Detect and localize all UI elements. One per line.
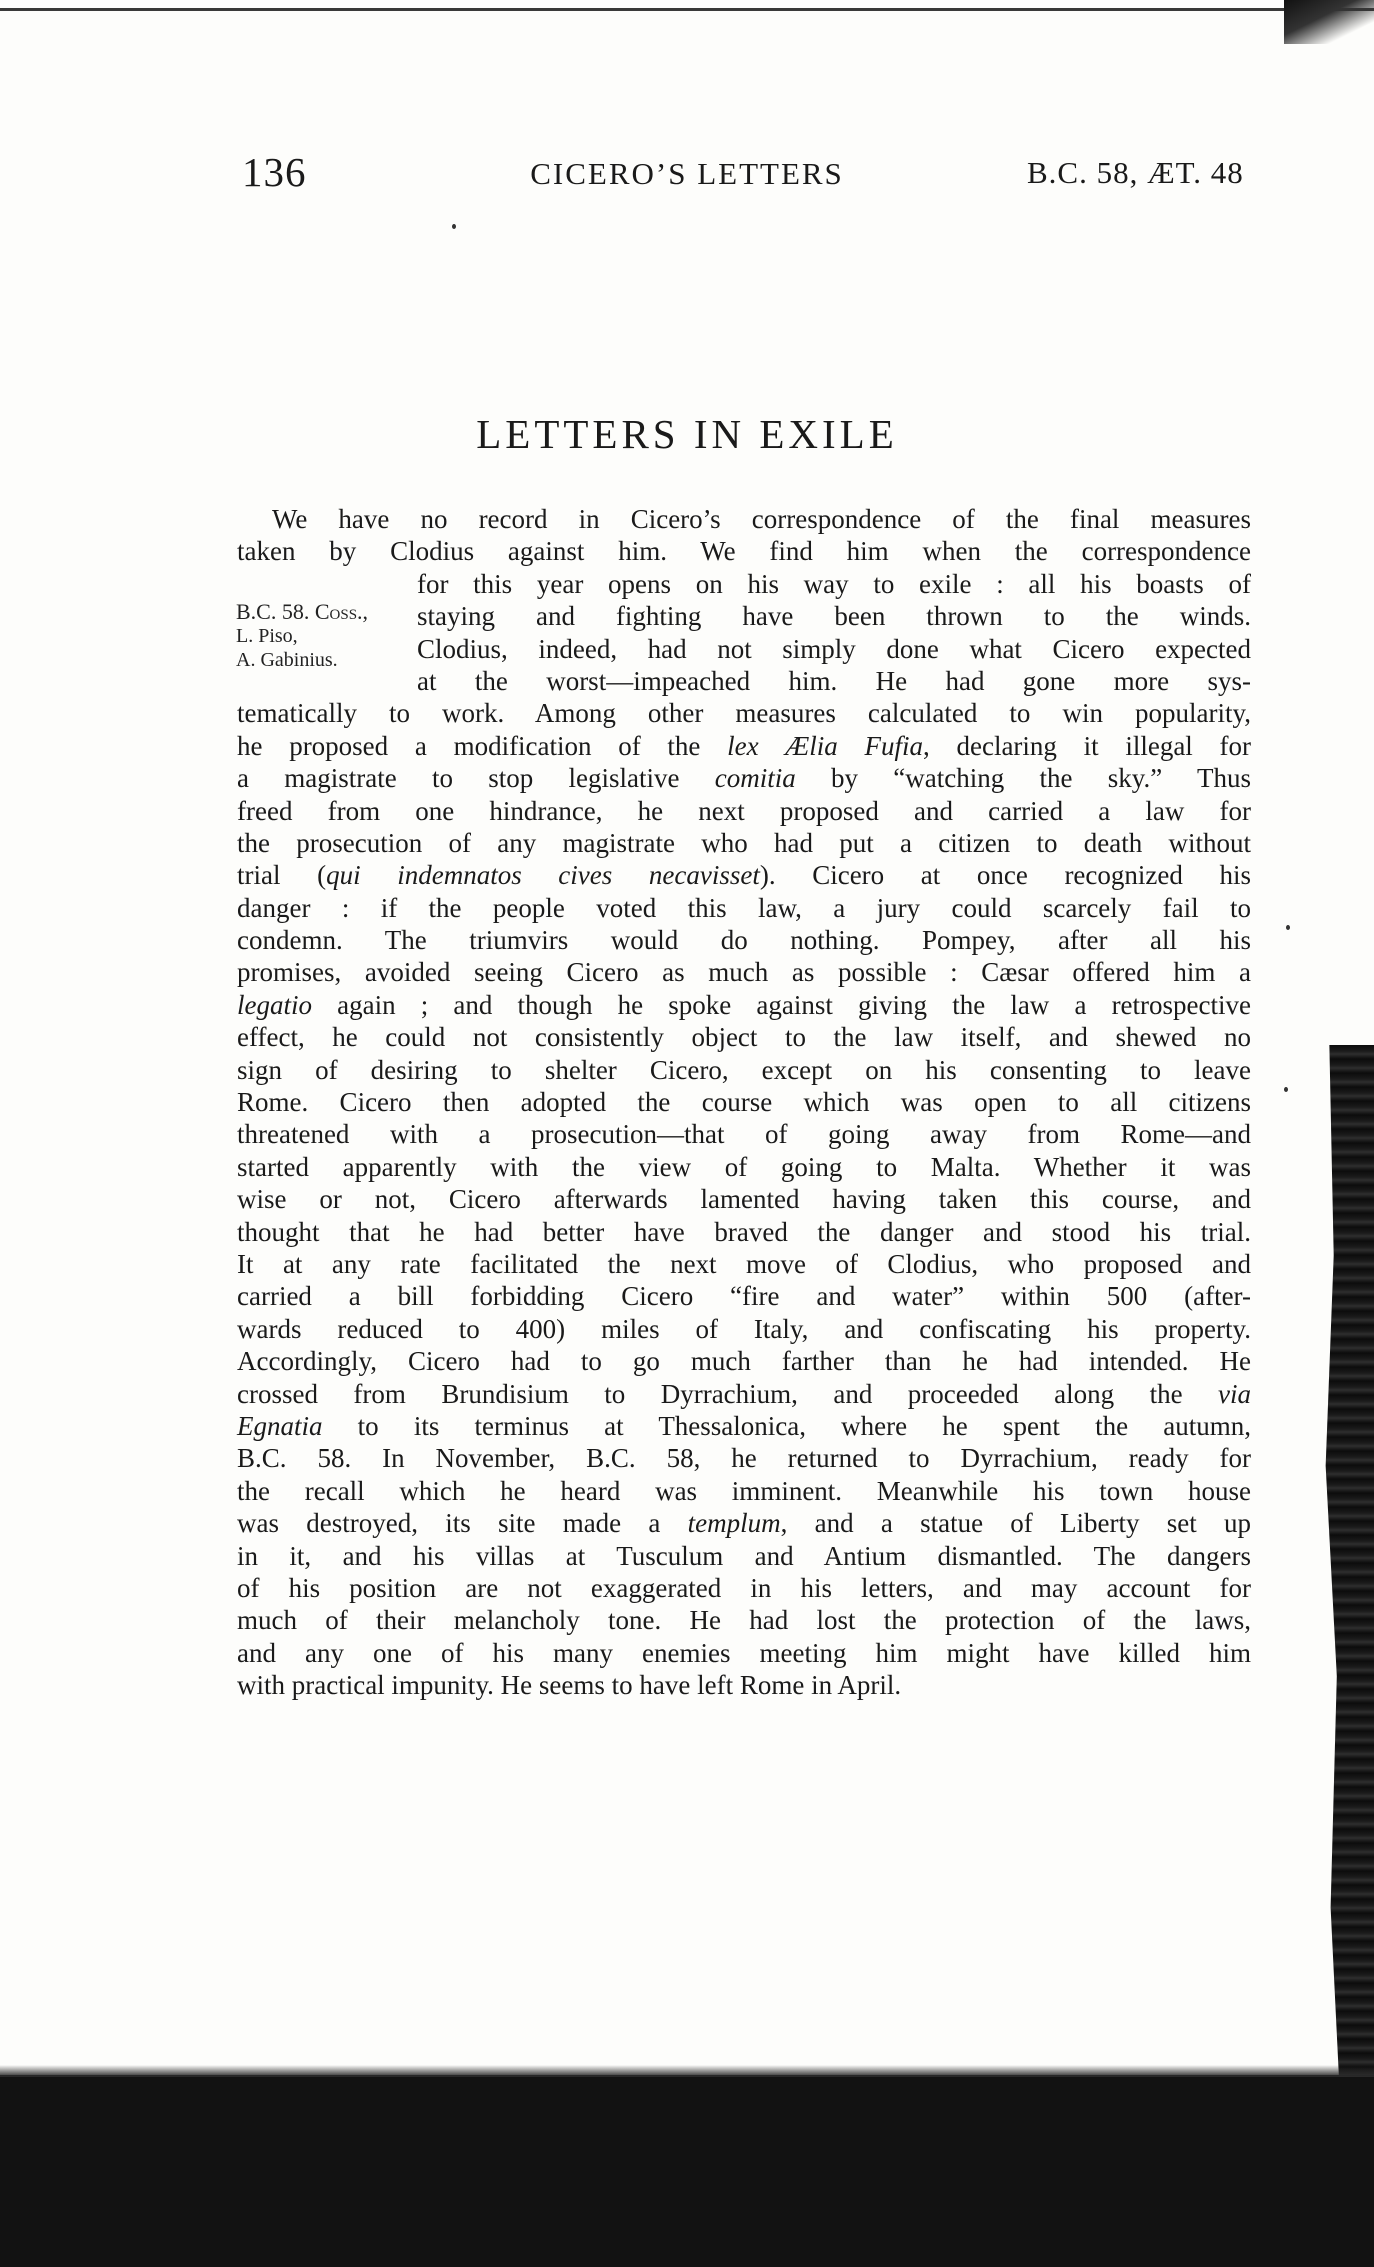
text-run: crossed from Brundisium to Dyrrachium, and proceeded along the bbox=[237, 1378, 1218, 1409]
era-abbrev: B.C. bbox=[237, 1443, 287, 1474]
text-line: for this year opens on his way to exile : all his boasts of bbox=[417, 568, 1251, 599]
latin-term: via bbox=[1218, 1378, 1251, 1409]
text-line: carried a bill forbidding Cicero “fire and water” within 500 (after- bbox=[237, 1281, 1251, 1312]
text-line: threatened with a prosecution—that of going away from Rome—and bbox=[237, 1119, 1251, 1150]
text-line: sign of desiring to shelter Cicero, except on his consenting to leave bbox=[237, 1054, 1251, 1085]
latin-term: comitia bbox=[714, 763, 796, 794]
text-line: in it, and his villas at Tusculum and Antium dismantled. The dangers bbox=[237, 1540, 1251, 1571]
text-run: was destroyed, its site made a bbox=[237, 1508, 688, 1539]
text-line: promises, avoided seeing Cicero as much as possible : Cæsar offered him a bbox=[237, 957, 1251, 988]
text-line: We have no record in Cicero’s correspondence of the final measures bbox=[272, 504, 1251, 534]
text-line: much of their melancholy tone. He had lost the protection of the laws, bbox=[237, 1605, 1251, 1636]
text-line: condemn. The triumvirs would do nothing. Pompey, after all his bbox=[237, 925, 1251, 956]
latin-term: Egnatia bbox=[237, 1410, 323, 1441]
text-run: he proposed a modification of the bbox=[237, 730, 728, 761]
text-run: again ; and though he spoke against giving the law a retrospective bbox=[312, 989, 1251, 1020]
text-line: the prosecution of any magistrate who had put a citizen to death without bbox=[237, 827, 1251, 858]
text-line: at the worst—impeached him. He had gone more sys- bbox=[417, 665, 1251, 696]
latin-term: templum bbox=[687, 1508, 781, 1539]
text-run: by “watching the sky.” Thus bbox=[795, 763, 1251, 794]
text-line: Accordingly, Cicero had to go much farther than he had intended. He bbox=[237, 1346, 1251, 1377]
text-line: wise or not, Cicero afterwards lamented having taken this course, and bbox=[237, 1184, 1251, 1215]
text-run: to its terminus at Thessalonica, where he spent the autumn, bbox=[322, 1410, 1251, 1441]
text-line: staying and fighting have been thrown to the winds. bbox=[417, 601, 1251, 632]
text-line: the recall which he heard was imminent. Meanwhile his town house bbox=[237, 1475, 1251, 1506]
era-abbrev: B.C. bbox=[586, 1443, 636, 1474]
text-run: , and a statue of Liberty set up bbox=[780, 1508, 1251, 1539]
scan-right-edge bbox=[1312, 1045, 1374, 2097]
text-line: with practical impunity. He seems to have left Rome in April. bbox=[237, 1670, 902, 1701]
margin-note-consul-2: A. Gabinius. bbox=[236, 649, 338, 671]
text-line bbox=[237, 1442, 1251, 1474]
scan-corner-shadow bbox=[1284, 0, 1374, 44]
margin-note-consul-1: L. Piso, bbox=[236, 625, 298, 647]
text-run: 58. In November, bbox=[286, 1443, 587, 1474]
ink-speck bbox=[452, 224, 456, 229]
text-line: effect, he could not consistently object to the law itself, and shewed no bbox=[237, 1022, 1251, 1053]
text-run: trial ( bbox=[237, 860, 327, 891]
margin-note-date: B.C. 58. Coss., bbox=[236, 599, 369, 624]
text-line: taken by Clodius against him. We find him when the correspondence bbox=[237, 536, 1251, 567]
text-line: tematically to work. Among other measures calculated to win popularity, bbox=[237, 698, 1251, 729]
text-run: a magistrate to stop legislative bbox=[237, 763, 715, 794]
latin-term: lex Ælia Fufia bbox=[727, 730, 924, 761]
running-title: CICERO’S LETTERS bbox=[530, 156, 844, 191]
text-line: started apparently with the view of going to Malta. Whether it was bbox=[237, 1151, 1251, 1182]
text-line bbox=[237, 762, 1251, 794]
text-line bbox=[237, 1378, 1251, 1410]
text-line bbox=[237, 1410, 1251, 1442]
text-run: ). Cicero at once recognized his bbox=[759, 860, 1251, 891]
text-line: Rome. Cicero then adopted the course which was open to all citizens bbox=[237, 1087, 1251, 1118]
chapter-title: LETTERS IN EXILE bbox=[476, 411, 898, 457]
text-line: freed from one hindrance, he next proposed and carried a law for bbox=[237, 795, 1251, 826]
body-text bbox=[237, 503, 1251, 1701]
text-line: It at any rate facilitated the next move of Clodius, who proposed and bbox=[237, 1248, 1251, 1279]
ink-speck bbox=[1286, 925, 1290, 930]
text-line: danger : if the people voted this law, a jury could scarcely fail to bbox=[237, 892, 1251, 923]
running-date: B.C. 58, ÆT. 48 bbox=[1027, 155, 1244, 190]
ink-speck bbox=[1284, 1087, 1288, 1092]
text-line bbox=[237, 1507, 1251, 1539]
running-head bbox=[0, 142, 1374, 202]
text-line bbox=[237, 859, 1251, 891]
latin-term: qui indemnatos cives necavisset bbox=[326, 860, 760, 891]
text-line bbox=[237, 989, 1251, 1021]
text-run: 58, he returned to Dyrrachium, ready for bbox=[635, 1443, 1251, 1474]
text-line: and any one of his many enemies meeting him might have killed him bbox=[237, 1637, 1251, 1668]
text-line: thought that he had better have braved the danger and stood his trial. bbox=[237, 1216, 1251, 1247]
text-line: of his position are not exaggerated in his letters, and may account for bbox=[237, 1572, 1251, 1603]
text-line bbox=[237, 730, 1251, 762]
scan-bottom-edge bbox=[0, 2075, 1374, 2267]
text-line: wards reduced to 400) miles of Italy, and confiscating his property. bbox=[237, 1313, 1251, 1344]
text-run: , declaring it illegal for bbox=[923, 730, 1251, 761]
latin-term: legatio bbox=[237, 989, 312, 1020]
page-number: 136 bbox=[242, 149, 307, 195]
text-line: Clodius, indeed, had not simply done what Cicero expected bbox=[417, 633, 1251, 664]
scan-top-edge bbox=[0, 0, 1374, 18]
